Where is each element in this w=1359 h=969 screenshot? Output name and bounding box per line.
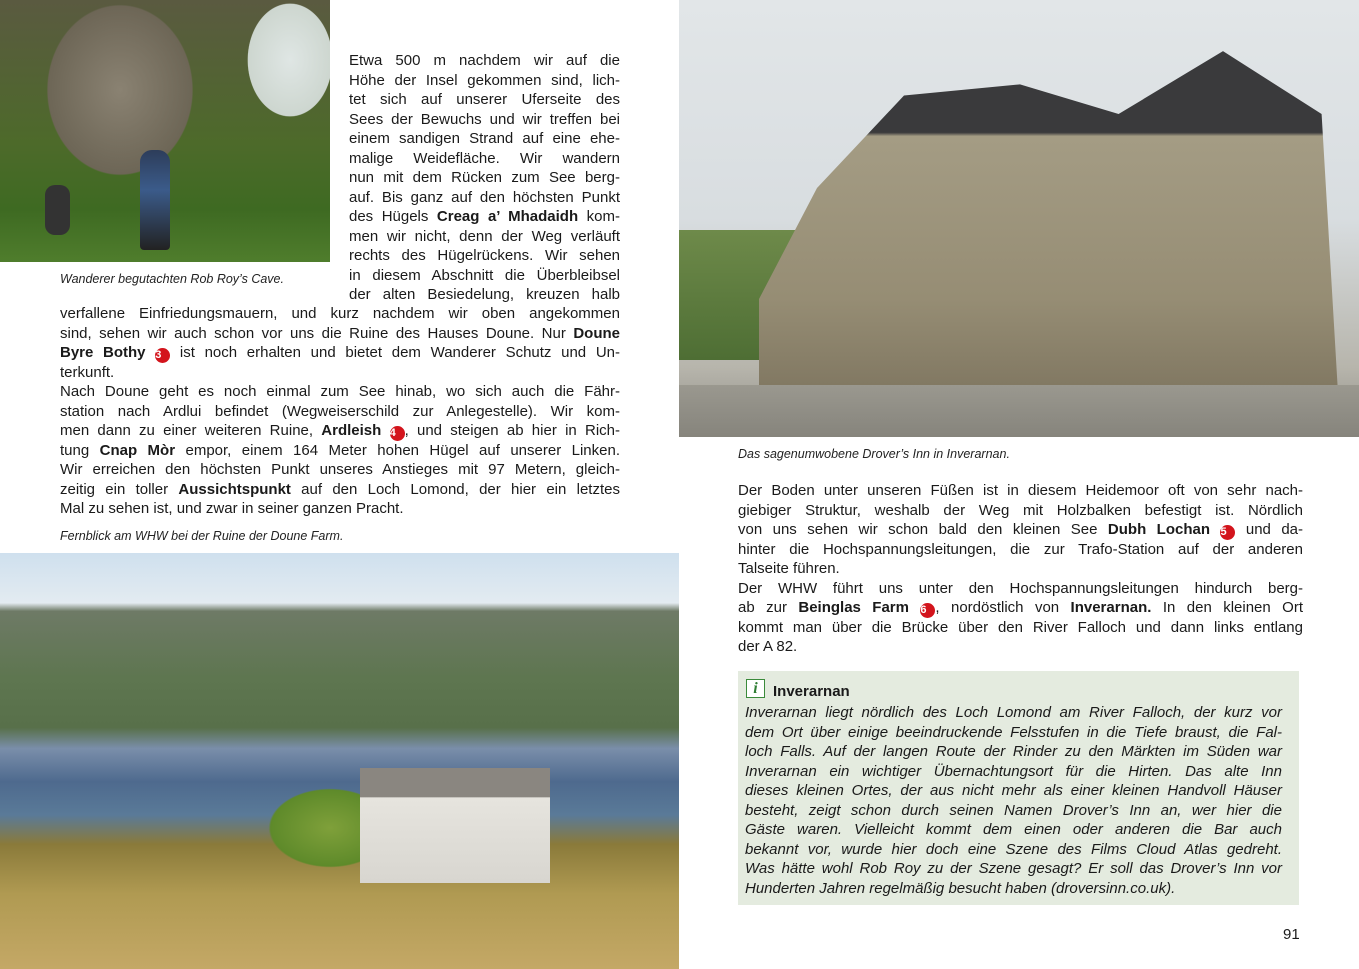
text-run: Talseite führen.	[738, 560, 840, 577]
text-run: In den kleinen Ort	[1151, 599, 1303, 616]
place-name: Doune	[573, 324, 620, 342]
text-line	[745, 879, 1282, 899]
caption-cave: Wanderer begutachten Rob Roy’s Cave.	[60, 272, 284, 286]
body-text-right	[738, 481, 1303, 657]
caption-loch: Fernblick am WHW bei der Ruine der Doune Farm.	[60, 529, 344, 543]
text-run: tung	[60, 441, 100, 459]
text-line	[738, 520, 1303, 540]
text-run: zeitig ein toller	[60, 480, 179, 498]
waypoint-marker-5: 5	[1220, 525, 1235, 540]
text-run: und da-	[1235, 521, 1304, 538]
text-line	[349, 227, 620, 247]
text-run: dem Ort über einige beeindruckende Felsstufen in die Tiefe braust, die Fal-	[745, 723, 1282, 741]
text-line	[738, 598, 1303, 618]
text-line	[349, 149, 620, 169]
text-run: ist noch erhalten und bietet dem Wanderer Schutz und Un-	[170, 344, 620, 361]
text-line	[745, 723, 1282, 743]
waypoint-marker-6: 6	[920, 603, 935, 618]
text-line	[60, 402, 620, 422]
photo-loch-lomond-doune-farm	[0, 553, 679, 969]
photo-rob-roys-cave	[0, 0, 330, 262]
body-text-wide	[60, 304, 620, 519]
text-run: hinter die Hochspannungsleitungen, die zur Trafo-Station auf der anderen	[738, 540, 1303, 558]
text-run: Nach Doune geht es noch einmal zum See hinab, wo sich auch die Fähr-	[60, 383, 620, 400]
text-run: Wir erreichen den höchsten Punkt unseres Anstieges mit 97 Metern, gleich-	[60, 461, 620, 478]
text-line	[738, 481, 1303, 501]
text-run	[1210, 521, 1220, 538]
text-run: von uns sehen wir schon bald den kleinen See	[738, 521, 1108, 538]
text-line	[60, 499, 620, 519]
waypoint-marker-3: 3	[155, 348, 170, 363]
text-run	[146, 344, 156, 361]
text-run: giebiger Struktur, weshalb der Weg mit Holzbalken befestigt ist. Nördlich	[738, 501, 1303, 519]
place-name: Byre Bothy	[60, 344, 146, 361]
text-run: Inverarnan ein wichtiger Übernachtungsort für die Hirten. Das alte Inn	[745, 762, 1282, 780]
place-name: Ardleish	[321, 422, 382, 439]
text-line	[349, 51, 620, 71]
text-line	[349, 188, 620, 208]
text-run: , nordöstlich von	[935, 599, 1071, 616]
text-line	[745, 840, 1282, 860]
text-run: der A 82.	[738, 638, 798, 655]
text-line	[738, 501, 1303, 521]
hiker-figure	[140, 150, 170, 250]
text-run: des Hügels	[349, 208, 437, 225]
text-run: bekannt vor, wurde hier doch eine Szene des Films Cloud Atlas gedreht.	[745, 840, 1282, 858]
text-line	[349, 110, 620, 130]
text-line	[349, 246, 620, 266]
text-run: rechts des Hügelrückens. Wir sehen	[349, 247, 620, 264]
text-line	[745, 762, 1282, 782]
text-run: malige Weidefläche. Wir wandern	[349, 149, 620, 167]
place-name: Creag a’ Mhadaidh	[436, 208, 579, 225]
text-run: nun mit dem Rücken zum See berg-	[349, 169, 620, 186]
text-run: Hunderten Jahren regelmäßig besucht haben (droversinn.co.uk).	[745, 879, 1176, 897]
text-line	[349, 207, 620, 227]
text-run: empor, einem 164 Meter hohen Hügel auf unserer Linken.	[175, 441, 620, 459]
text-run: men wir nicht, denn der Weg verläuft	[349, 227, 620, 245]
text-line	[60, 421, 620, 441]
text-run: tet sich auf unserer Uferseite des	[349, 91, 620, 108]
text-run: Der Boden unter unseren Füßen ist in diesem Heidemoor oft von sehr nach-	[738, 482, 1303, 499]
text-line	[349, 285, 620, 305]
info-box-text	[745, 703, 1282, 898]
text-line	[60, 304, 620, 324]
text-line	[60, 460, 620, 480]
text-run: Etwa 500 m nachdem wir auf die	[349, 52, 620, 69]
text-run: ab zur	[738, 599, 799, 616]
text-run: einem sandigen Strand auf eine ehe-	[349, 130, 620, 147]
text-run: station nach Ardlui befindet (Wegweiserschild zur Anlegestelle). Wir kom-	[60, 402, 620, 420]
text-run: men dann zu einer weiteren Ruine,	[60, 422, 322, 439]
text-line	[60, 343, 620, 363]
text-run: Gäste waren. Vielleicht kommt dem einen oder anderen die Bar auch	[745, 821, 1282, 838]
text-run: sind, sehen wir auch schon vor uns die Ruine des Hauses Doune. Nur	[60, 324, 574, 342]
text-run: Was hätte wohl Rob Roy zu der Szene gesagt? Er soll das Drover’s Inn vor	[745, 860, 1282, 877]
text-line	[738, 540, 1303, 560]
text-run: kom-	[578, 208, 620, 225]
text-line	[745, 801, 1282, 821]
text-run: Höhe der Insel gekommen sind, lich-	[349, 71, 620, 89]
text-line	[60, 363, 620, 383]
page-number: 91	[1283, 926, 1300, 943]
text-run: Der WHW führt uns unter den Hochspannungsleitungen hindurch berg-	[738, 579, 1303, 597]
text-line	[60, 480, 620, 500]
caption-inn: Das sagenumwobene Drover’s Inn in Inverarnan.	[738, 447, 1010, 461]
text-run: terkunft.	[60, 363, 115, 381]
info-box	[738, 671, 1299, 905]
info-icon: i	[746, 679, 765, 698]
text-line	[349, 129, 620, 149]
text-line	[60, 324, 620, 344]
photo-drovers-inn	[679, 0, 1359, 437]
text-line	[745, 703, 1282, 723]
text-run: in diesem Abschnitt die Überbleibsel	[349, 266, 620, 284]
text-line	[738, 637, 1303, 657]
text-run: dieses kleinen Ortes, der aus nicht mehr als einer kleinen Handvoll Häuser	[745, 782, 1282, 799]
text-run: kommt man über die Brücke über den River Falloch und dann links entlang	[738, 618, 1303, 636]
text-run: loch Falls. Auf der langen Route der Rinder zu den Märkten im Süden war	[745, 743, 1282, 760]
text-run	[381, 422, 389, 439]
text-line	[349, 71, 620, 91]
waypoint-marker-4: 4	[390, 426, 405, 441]
text-run	[909, 599, 920, 616]
text-line	[349, 90, 620, 110]
text-run: Sees der Bewuchs und wir treffen bei	[349, 110, 620, 128]
text-line	[60, 441, 620, 461]
body-text-narrow	[349, 51, 620, 305]
place-name: Cnap Mòr	[99, 441, 176, 459]
text-run: der alten Besiedelung, kreuzen halb	[349, 286, 620, 303]
text-run: verfallene Einfriedungsmauern, und kurz nachdem wir oben angekommen	[60, 305, 620, 322]
place-name: Beinglas Farm	[798, 599, 909, 616]
road	[679, 385, 1359, 437]
text-run: auf den Loch Lomond, der hier ein letztes	[290, 480, 620, 498]
text-line	[745, 859, 1282, 879]
text-line	[745, 742, 1282, 762]
text-run: besteht, zeigt schon durch seinen Namen Drover’s Inn an, wer hier die	[745, 801, 1282, 819]
text-run: , und steigen ab hier in Rich-	[404, 422, 620, 439]
inn-building	[759, 40, 1339, 410]
place-name: Aussichtspunkt	[178, 480, 291, 498]
text-line	[349, 168, 620, 188]
farmhouse	[360, 768, 550, 883]
text-line	[745, 781, 1282, 801]
text-run: Mal zu sehen ist, und zwar in seiner ganzen Pracht.	[60, 500, 404, 517]
hiker-figure	[45, 185, 70, 235]
place-name: Inverarnan.	[1070, 599, 1152, 616]
text-line	[349, 266, 620, 286]
info-box-title: Inverarnan	[773, 683, 850, 700]
text-line	[745, 820, 1282, 840]
text-line	[738, 579, 1303, 599]
text-run: Inverarnan liegt nördlich des Loch Lomond am River Falloch, der kurz vor	[745, 704, 1282, 721]
text-run: auf. Bis ganz auf den höchsten Punkt	[349, 188, 620, 206]
place-name: Dubh Lochan	[1107, 521, 1210, 538]
text-line	[60, 382, 620, 402]
text-line	[738, 559, 1303, 579]
text-line	[738, 618, 1303, 638]
